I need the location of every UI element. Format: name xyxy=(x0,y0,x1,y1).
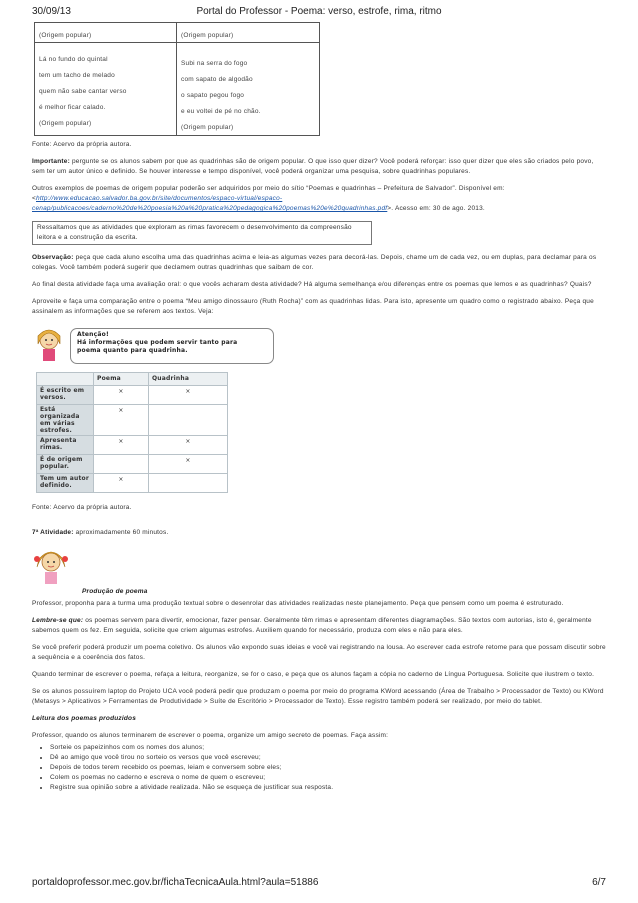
terminar-paragraph: Quando terminar de escrever o poema, refaça a leitura, reorganize, se for o caso, e peça que os alunos façam a cópia no caderno de Língua Portuguesa. Solicite que ilustrem o texto. xyxy=(32,671,595,678)
instructions-list xyxy=(32,743,606,793)
check-mark xyxy=(149,405,228,436)
aproveite-paragraph: Aproveite e faça uma comparação entre o poema “Meu amigo dinossauro (Ruth Rocha)” com as quadrinhas lidas. Para isto, apresente um quadro como o registrado abaixo. Peça que assinalem as informações que se referem aos textos. Veja: xyxy=(32,298,594,315)
poem-origin: (Origem popular) xyxy=(39,32,92,39)
table-row xyxy=(37,405,228,436)
list-item: • Sorteie os papeizinhos com os nomes dos alunos; xyxy=(50,743,606,753)
check-mark: × xyxy=(149,455,228,474)
coletivo-paragraph: Se você preferir poderá produzir um poema coletivo. Os alunos vão expondo suas ideias e você vai registrando na lousa. Ao escrever cada estrofe retome para que possam discutir sobre a sequência e a coerência dos fatos. xyxy=(32,644,606,661)
professor-paragraph: Professor, proponha para a turma uma produção textual sobre o desenrolar das atividades realizadas neste planejamento. Peça que pensem como um poema é estruturado. xyxy=(32,600,564,607)
poem-right xyxy=(177,43,320,136)
check-mark xyxy=(94,455,149,474)
grid-header xyxy=(37,373,94,386)
poem-line: tem um tacho de melado xyxy=(39,72,115,79)
list-item: • Dê ao amigo que você tirou no sorteio os versos que você escreveu; xyxy=(50,753,606,763)
girl-illustration-icon xyxy=(34,545,68,585)
amigo-paragraph: Professor, quando os alunos terminarem de escrever o poema, organize um amigo secreto de poemas. Faça assim: xyxy=(32,732,389,739)
callout-title: Atenção! xyxy=(77,331,109,338)
avaliacao-paragraph: Ao final desta atividade faça uma avaliação oral: o que vocês acharam desta atividade? Há alguma semelhança e/ou diferenças entre os poemas que lemos e as quadrinhas? Quais? xyxy=(32,281,592,288)
poem-origin: (Origem popular) xyxy=(39,120,92,127)
callout-section xyxy=(32,324,606,364)
table-row xyxy=(37,436,228,455)
row-label: Apresenta rimas. xyxy=(37,436,94,455)
page-footer xyxy=(32,877,606,891)
lembre-paragraph xyxy=(32,616,606,636)
row-label: Tem um autor definido. xyxy=(37,474,94,493)
row-label: Está organizada em várias estrofes. xyxy=(37,405,94,436)
atividade-label: 7ª Atividade: xyxy=(32,529,74,536)
highlight-box: Ressaltamos que as atividades que exploram as rimas favorecem o desenvolvimento da compreensão leitora e a construção da escrita. xyxy=(32,221,372,245)
outros-text: Outros exemplos de poemas de origem popular poderão ser adquiridos por meio do sítio “Poemas e quadrinhas – Prefeitura de Salvador”. Disponível em: < xyxy=(32,185,505,202)
source-note: Fonte: Acervo da própria autora. xyxy=(32,141,132,148)
poem-left xyxy=(35,43,177,136)
table-row xyxy=(37,455,228,474)
row-label: É de origem popular. xyxy=(37,455,94,474)
section-title: Leitura dos poemas produzidos xyxy=(32,715,137,722)
check-mark: × xyxy=(94,474,149,493)
check-mark: × xyxy=(149,436,228,455)
importante-text: pergunte se os alunos sabem por que as quadrinhas são de origem popular. O que isso quer dizer? Você poderá reforçar: isso quer dizer que eles são criados pelo povo, sem ter um autor único e definido. Se houver interesse e tempo disponível, você poderá organizar uma pesquisa, sobre quadrinhas populares. xyxy=(32,158,594,175)
atividade-paragraph xyxy=(32,528,606,538)
poem-line: quem não sabe cantar verso xyxy=(39,88,127,95)
check-mark: × xyxy=(94,436,149,455)
attention-callout xyxy=(70,328,274,364)
girl-illustration-icon xyxy=(34,324,64,362)
poem-table xyxy=(34,22,320,136)
poem-origin: (Origem popular) xyxy=(181,32,234,39)
table-row xyxy=(37,474,228,493)
page-number: 6/7 xyxy=(592,877,606,888)
list-item: • Registre sua opinião sobre a atividade realizada. Não se esqueça de justificar sua resposta. xyxy=(50,783,606,793)
poem-line: com sapato de algodão xyxy=(181,76,253,83)
lembre-text: os poemas servem para divertir, emocionar, fazer pensar. Geralmente têm rimas e apresentam diferentes diagramações. São textos com autorias, isto é, geralmente sabemos quem os fez. Em seguida, solicite que criem algumas estrofes. Auxiliem quando for necessário, produza com eles e não para eles. xyxy=(32,617,592,634)
leitura-title xyxy=(32,714,606,724)
table-row xyxy=(37,386,228,405)
grid-header: Quadrinha xyxy=(149,373,228,386)
row-label: É escrito em versos. xyxy=(37,386,94,405)
list-item: • Colem os poemas no caderno e escreva o nome de quem o escreveu; xyxy=(50,773,606,783)
poem-line: e eu voltei de pé no chão. xyxy=(181,108,261,115)
observacao-text: peça que cada aluno escolha uma das quadrinhas acima e leia-as algumas vezes para decorá-las. Depois, chame um de cada vez, ou em duplas, para declamar para os colegas. Você também poderá sugerir que declamem outras quadrinhas que saibam de cor. xyxy=(32,254,597,271)
print-date: 30/09/13 xyxy=(32,6,71,17)
observacao-label: Observação: xyxy=(32,254,74,261)
poem-line: é melhor ficar calado. xyxy=(39,104,106,111)
page-title: Portal do Professor - Poema: verso, estrofe, rima, ritmo xyxy=(196,6,442,17)
importante-label: Importante: xyxy=(32,158,70,165)
list-item: • Depois de todos terem recebido os poemas, leiam e conversem sobre eles; xyxy=(50,763,606,773)
importante-paragraph xyxy=(32,157,606,177)
check-mark: × xyxy=(94,405,149,436)
section-title: Produção de poema xyxy=(82,588,148,595)
grid-header: Poema xyxy=(94,373,149,386)
poem-line: Lá no fundo do quintal xyxy=(39,56,108,63)
poem-table-cell xyxy=(35,23,177,43)
pdf-link[interactable]: http://www.educacao.salvador.ba.gov.br/site/documentos/espaco-virtual/espaco-cenap/publicacoes/caderno%20de%20poesia%20a%20pratica%20pedagogica%20poemas%20e%20quadrinhas.pdf xyxy=(32,195,388,212)
producao-section xyxy=(32,545,606,597)
page-header xyxy=(32,6,606,20)
lembre-label: Lembre-se que: xyxy=(32,617,84,624)
check-mark: × xyxy=(149,386,228,405)
poem-table-cell xyxy=(177,23,320,43)
callout-line: Há informações que podem servir tanto para xyxy=(77,339,238,346)
poem-line: o sapato pegou fogo xyxy=(181,92,245,99)
footer-url: portaldoprofessor.mec.gov.br/fichaTecnicaAula.html?aula=51886 xyxy=(32,877,319,888)
check-mark xyxy=(149,474,228,493)
laptop-paragraph: Se os alunos possuírem laptop do Projeto UCA você poderá pedir que produzam o poema por meio do programa KWord acessando (Área de Trabalho > Processador de Texto) ou KWord (Metasys > Aplicativos > Ferramentas de Produtividade > Suíte de Escritório > Processador de Texto). Esse registro também poderá ser realizado, por meio do tablet. xyxy=(32,688,604,705)
outros-access: >. Acesso em: 30 de ago. 2013. xyxy=(387,205,485,212)
comparison-table xyxy=(36,372,228,493)
outros-paragraph xyxy=(32,184,606,214)
poem-line: Subi na serra do fogo xyxy=(181,60,248,67)
poem-origin: (Origem popular) xyxy=(181,124,234,131)
source-note: Fonte: Acervo da própria autora. xyxy=(32,504,132,511)
check-mark: × xyxy=(94,386,149,405)
atividade-text: aproximadamente 60 minutos. xyxy=(73,529,169,536)
document-content xyxy=(32,22,606,793)
callout-line: poema quanto para quadrinha. xyxy=(77,347,188,354)
observacao-paragraph xyxy=(32,253,606,273)
